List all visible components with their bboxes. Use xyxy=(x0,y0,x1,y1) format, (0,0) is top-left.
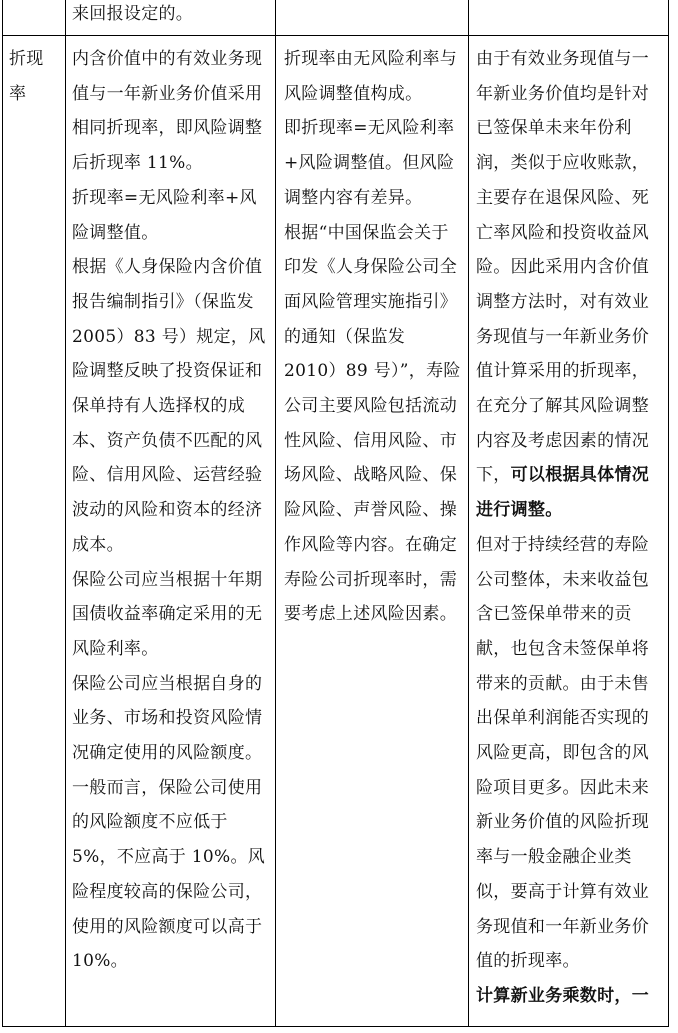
embedded-value-method-cell xyxy=(66,36,276,1027)
cell-empty xyxy=(469,0,669,36)
paragraph: 根据“中国保监会关于印发《人身保险公司全面风险管理实施指引》的通知（保监发 2010）89 号）”，寿险公司主要风险包括流动性风险、信用风险、市场风险、战略风险、保险风险、声誉风险、操作风险等内容。在确定寿险公司折现率时，需要考虑上述风险因素。 xyxy=(284,222,461,625)
table-row-discount-rate xyxy=(3,36,669,1027)
paragraph: 即折现率=无风险利率+风险调整值。但风险调整内容有差异。 xyxy=(284,118,455,208)
paragraph: 保险公司应当根据自身的业务、市场和投资风险情况确定使用的风险额度。一般而言，保险公司使用的风险额度不应低于 5%，不应高于 10%。风险程度较高的保险公司，使用的风险额度可以高于 10%。 xyxy=(72,673,266,972)
row-label: 折现率 xyxy=(9,49,44,104)
paragraph: 折现率=无风险利率+风险调整值。 xyxy=(72,187,257,243)
paragraph: 保险公司应当根据十年期国债收益率确定采用的无风险利率。 xyxy=(72,569,263,659)
cell-empty xyxy=(3,0,66,36)
adjustment-explanation-cell xyxy=(469,36,669,1027)
row-label-cell xyxy=(3,36,66,1027)
paragraph: 由于有效业务现值与一年新业务价值均是针对已签保单未来年份利润，类似于应收账款，主要存在退保风险、死亡率风险和投资收益风险。因此采用内含价值调整方法时，对有效业务现值与一年新业务价值计算采用的折现率，在充分了解其风险调整内容及考虑因素的情况下，可以根据具体情况进行调整。 xyxy=(476,49,650,521)
valuation-comparison-table xyxy=(2,0,669,1027)
paragraph: 根据《人身保险内含价值报告编制指引》（保监发 2005）83 号）规定，风险调整反映了投资保证和保单持有人选择权的成本、资产负债不匹配的风险、信用风险、运营经验波动的风险和资本的经济成本。 xyxy=(72,257,266,555)
cell-empty xyxy=(276,0,469,36)
risk-composition-cell xyxy=(276,36,469,1027)
cell-continuation-text: 来回报设定的。 xyxy=(66,0,276,36)
bold-paragraph: 计算新业务乘数时，一 xyxy=(476,985,649,1006)
paragraph: 折现率由无风险利率与风险调整值构成。 xyxy=(284,49,457,104)
table-row-continuation xyxy=(3,0,669,36)
paragraph: 内含价值中的有效业务现值与一年新业务价值采用相同折现率，即风险调整后折现率 11%。 xyxy=(72,49,263,174)
paragraph: 但对于持续经营的寿险公司整体，未来收益包含已签保单带来的贡献，也包含未签保单将带来的贡献。由于未售出保单利润能否实现的风险更高，即包含的风险项目更多。因此未来新业务价值的风险折现率与一般金融企业类似，要高于计算有效业务现值和一年新业务价值的折现率。 xyxy=(476,534,649,972)
bold-emphasis: 可以根据具体情况进行调整。 xyxy=(476,465,650,521)
